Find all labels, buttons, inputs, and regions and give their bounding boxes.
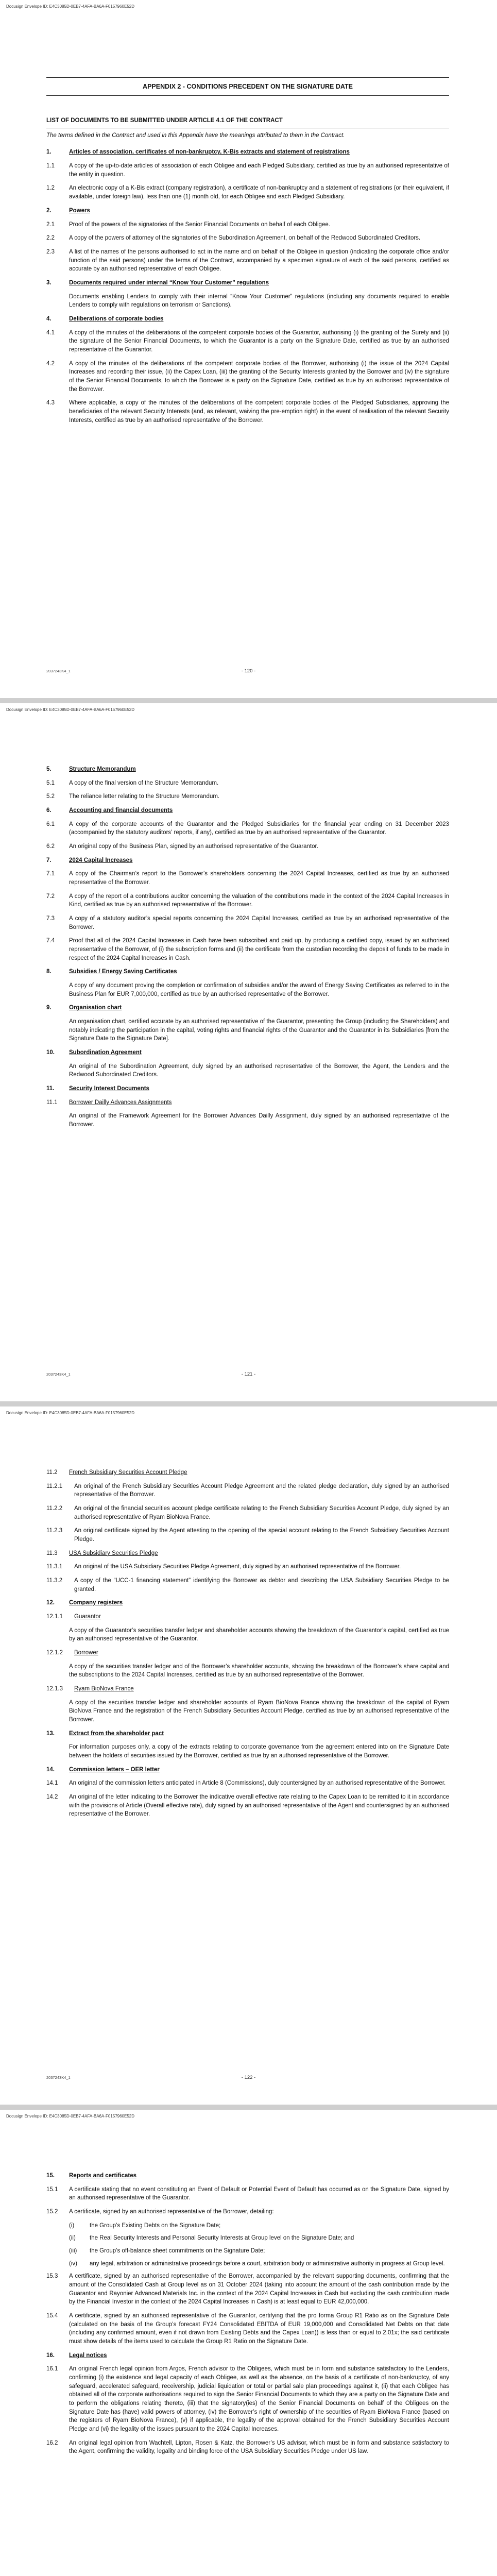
clause: A copy of the securities transfer ledger and of the Borrower’s shareholder accounts, showing the breakdown of the Borrower’s share capital and the subscriptions to the 2024 Capital Increases, certified as true by an authorised representative of the Borrower. bbox=[69, 1663, 449, 1679]
document-page-122 bbox=[0, 1406, 497, 2105]
clause: 11.3.1 An original of the USA Subsidiary Securities Pledge Agreement, duly signed by an authorised representative of the Borrower. bbox=[46, 1564, 401, 1570]
docusign-envelope-id: Docusign Envelope ID: E4C3085D-0EB7-4AFA-BA6A-F0157960E52D bbox=[6, 4, 135, 9]
section-heading: 13. Extract from the shareholder pact bbox=[46, 1730, 164, 1737]
roman-item: (ii) the Real Security Interests and Personal Security Interests at Group level on the Signature Date; and bbox=[69, 2235, 354, 2242]
section-heading: 16. Legal notices bbox=[46, 2352, 107, 2359]
clause: 11.2.3 An original certificate signed by the Agent attesting to the opening of the special account relating to the French Subsidiary Securities Account Pledge. bbox=[46, 1528, 449, 1543]
document-reference: 2037243K4_1 bbox=[46, 669, 71, 673]
clause: Documents enabling Lenders to comply with their internal “Know Your Customer” regulations (including any documents required to enable Lenders to comply with regulations on terrorism or Sanctions). bbox=[69, 293, 449, 309]
clause: 2.2 A copy of the powers of attorney of the signatories of the Subordination Agreement, on behalf of the Redwood Subordinated Creditors. bbox=[46, 235, 421, 242]
clause: 11.3.2 A copy of the “UCC-1 financing statement” identifying the Borrower as debtor and describing the USA Subsidiary Securities Pledge to be granted. bbox=[46, 1578, 449, 1592]
section-heading: 10. Subordination Agreement bbox=[46, 1049, 142, 1056]
page-content bbox=[46, 77, 449, 430]
document-page-120 bbox=[0, 0, 497, 698]
clause: 5.2 The reliance letter relating to the Structure Memorandum. bbox=[46, 793, 220, 800]
clause: 4.1 A copy of the minutes of the deliberations of the competent corporate bodies of the Guarantor, authorising (i) the granting of the Surety and (ii) the signature of the Senior Financial Documents, to which the Guarantor is a party on the Signature Date, certified as true by an authorised representative of the Guarantor. bbox=[46, 329, 449, 353]
page-content bbox=[46, 765, 449, 1134]
subsection-heading: 11.1 Borrower Dailly Advances Assignments bbox=[46, 1099, 172, 1106]
clause: 15.4 A certificate, signed by an authorised representative of the Guarantor, certifying that the pro forma Group R1 Ratio as on the Signature Date (calculated on the basis of the Group’s forecast FY24 Consolidated EBITDA of EUR 19,000,000 and Consolidated Net Debts on that date (including any confirmed amount, even if not drawn from Existing Debts and the Capex Loan)) is less than or equal to 2.01x; the said certificate must show details of the items used to calculate the Group R1 Ratio on the Signature Date. bbox=[46, 2313, 449, 2345]
appendix-title: APPENDIX 2 - CONDITIONS PRECEDENT ON THE SIGNATURE DATE bbox=[46, 77, 449, 96]
document-reference: 2037243K4_1 bbox=[46, 2075, 71, 2080]
docusign-envelope-id: Docusign Envelope ID: E4C3085D-0EB7-4AFA-BA6A-F0157960E52D bbox=[6, 1411, 135, 1415]
document-page-121 bbox=[0, 703, 497, 1401]
subsection-heading: 12.1.3 Ryam BioNova France bbox=[46, 1686, 134, 1692]
clause: 14.2 An original of the letter indicating to the Borrower the indicative overall effective rate relating to the Capex Loan to be remitted to it in accordance with the provisions of Article (Overall effective rate), duly signed by an authorised representative of the Agent and countersigned by an authorised representative of the Borrower. bbox=[46, 1794, 449, 1818]
subsection-heading: 12.1.1 Guarantor bbox=[46, 1614, 101, 1620]
intro-paragraph: The terms defined in the Contract and used in this Appendix have the meanings attributed to them in the Contract. bbox=[46, 132, 345, 139]
docusign-envelope-id: Docusign Envelope ID: E4C3085D-0EB7-4AFA-BA6A-F0157960E52D bbox=[6, 707, 135, 712]
section-heading: 4. Deliberations of corporate bodies bbox=[46, 315, 164, 322]
document-page-123 bbox=[0, 2110, 497, 2576]
section-heading: 5. Structure Memorandum bbox=[46, 766, 136, 772]
clause: 5.1 A copy of the final version of the Structure Memorandum. bbox=[46, 779, 219, 786]
docusign-envelope-id: Docusign Envelope ID: E4C3085D-0EB7-4AFA-BA6A-F0157960E52D bbox=[6, 2114, 135, 2119]
clause: 16.2 An original legal opinion from Wachtell, Lipton, Rosen & Katz, the Borrower’s US advisor, which must be in form and substance satisfactory to the Agent, confirming the validity, legality and binding force of the USA Subsidiary Securities Pledge under US law. bbox=[46, 2439, 449, 2455]
clause: 4.2 A copy of the minutes of the deliberations of the competent corporate bodies of the Borrower, authorising (i) the issue of the 2024 Capital Increases and recording their issue, (ii) the Capex Loan, (iii) the granting of the Security Interests granted by the Borrower and (iv) the signature of the Senior Financial Documents, to which the Borrower is a party on the Signature Date, certified as true by an authorised representative of the Borrower. bbox=[46, 360, 449, 393]
clause: For information purposes only, a copy of the extracts relating to corporate governance from the agreement entered into on the Signature Date between the holders of securities issued by the Borrower, certified as true by an authorised representative of the Borrower. bbox=[69, 1744, 449, 1759]
clause: 1.1 A copy of the up-to-date articles of association of each Obligee and each Pledged Subsidiary, certified as true by an authorised representative of the entity in question. bbox=[46, 163, 449, 178]
roman-item: (iii) the Group’s off-balance sheet commitments on the Signature Date; bbox=[69, 2248, 265, 2255]
clause: A copy of the Guarantor’s securities transfer ledger and shareholder accounts showing the breakdown of the Guarantor’s capital, certified as true by an authorised representative of the Guarantor. bbox=[69, 1627, 449, 1642]
clause: 7.4 Proof that all of the 2024 Capital Increases in Cash have been subscribed and paid up, by producing a certified copy, issued by an authorised representative of the Borrower, of (i) the subscription forms and (ii) the certificate from the custodian recording the deposit of funds to be made in respect of the 2024 Capital Increases in Cash. bbox=[46, 938, 449, 961]
section-heading: 1. Articles of association, certificates of non-bankruptcy, K-Bis extracts and statement of registrations bbox=[46, 149, 350, 156]
clause: 14.1 An original of the commission letters anticipated in Article 8 (Commissions), duly countersigned by an authorised representative of the Borrower. bbox=[46, 1780, 446, 1787]
section-heading: 6. Accounting and financial documents bbox=[46, 807, 173, 814]
subsection-heading: 11.2 French Subsidiary Securities Account Pledge bbox=[46, 1469, 187, 1476]
document-reference: 2037243K4_1 bbox=[46, 1372, 71, 1377]
clause: 7.2 A copy of the report of a contributions auditor concerning the valuation of the contributions made in the context of the 2024 Capital Increases in Kind, certified as true by an authorised representative of the Borrower. bbox=[46, 893, 449, 908]
clause: 11.2.2 An original of the financial securities account pledge certificate relating to the French Subsidiary Securities Account Pledge, duly signed by an authorised representative of Ryam BioNova France. bbox=[46, 1505, 449, 1520]
page-number: - 121 - bbox=[241, 1371, 256, 1377]
section-heading: 3. Documents required under internal “Know Your Customer” regulations bbox=[46, 279, 269, 286]
clause: 4.3 Where applicable, a copy of the minutes of the deliberations of the competent corporate bodies of the Pledged Subsidiaries, approving the beneficiaries of the relevant Security Interests (and, as relevant, waiving the pre-emption right) in the event of realisation of the relevant Security Interests, certified as true by an authorised representative of the Borrower. bbox=[46, 400, 449, 423]
roman-item: (iv) any legal, arbitration or administrative proceedings before a court, arbitration body or administrative authority in progress at Group level. bbox=[69, 2260, 445, 2267]
section-heading: 11. Security Interest Documents bbox=[46, 1086, 149, 1092]
clause: An original of the Framework Agreement for the Borrower Advances Dailly Assignment, duly signed by an authorised representative of the Borrower. bbox=[69, 1113, 449, 1128]
clause: A copy of any document proving the completion or confirmation of subsidies and/or the award of Energy Saving Certificates as referred to in the Business Plan for EUR 7,000,000, certified as true by an authorised representative of the Borrower. bbox=[69, 982, 449, 997]
clause: 11.2.1 An original of the French Subsidiary Securities Account Pledge Agreement and the related pledge declaration, duly signed by an authorised representative of the Borrower. bbox=[46, 1483, 449, 1498]
clause: 7.3 A copy of a statutory auditor’s special reports concerning the 2024 Capital Increases, certified as true by an authorised representative of the Borrower. bbox=[46, 916, 449, 930]
subsection-heading: 11.3 USA Subsidiary Securities Pledge bbox=[46, 1550, 158, 1556]
clause: 15.3 A certificate, signed by an authorised representative of the Borrower, accompanied by the relevant supporting documents, confirming that the amount of the Consolidated Cash at Group level as on 31 October 2024 (taking into account the amount of the cash contribution made by the Guarantor and Rayonier Advanced Materials Inc. in the context of the 2024 Capital Increases in Cash but excluding the cash contribution made by the Financial Investor in the context of the 2024 Capital Increases in Cash) is at least equal to EUR 42,000,000. bbox=[46, 2273, 449, 2306]
clause: 6.1 A copy of the corporate accounts of the Guarantor and the Pledged Subsidiaries for the financial year ending on 31 December 2023 (accompanied by the statutory auditors’ reports, if any), certified as true by an authorised representative of the Guarantor. bbox=[46, 821, 449, 836]
clause: 15.2 A certificate, signed by an authorised representative of the Borrower, detailing: bbox=[46, 2209, 274, 2215]
clause: An original of the Subordination Agreement, duly signed by an authorised representative of the Borrower, the Agent, the Lenders and the Redwood Subordinated Creditors. bbox=[69, 1063, 449, 1078]
clause: 16.1 An original French legal opinion from Argos, French advisor to the Obligees, which must be in form and substance satisfactory to the Lenders, confirming (i) the existence and legal capacity of each Obligee, as well as the absence, on the basis of a certificate of non-bankruptcy, of any safeguard, accelerated safeguard, receivership, judicial liquidation or total or partial sale plan proceedings against it, (ii) that each Obligee has obtained all of the corporate authorisations required to sign the Senior Financial Documents to which they are a party on the Signature Date and to perform the obligations relating thereto, (iii) that the signatory(ies) of the Senior Financial Documents on behalf of the Obligees on the Signature Date has (have) valid powers of attorney, (iv) the Borrower’s right of ownership of the securities of Ryam BioNova France (based on the registers of Ryam BioNova France), (v) if applicable, the legality of the approval obtained for the French Subsidiary Securities Account Pledge and (vi) the legality of the issues pursuant to the 2024 Capital Increases. bbox=[46, 2366, 449, 2433]
clause: 2.3 A list of the names of the persons authorised to act in the name and on behalf of the Obligee in question (indicating the corporate office and/or function of the said persons) under the terms of the Contract, accompanied by a specimen signature of each of the said persons, certified as accurate by an authorised representative of each Obligee. bbox=[46, 248, 449, 273]
clause: 7.1 A copy of the Chairman’s report to the Borrower’s shareholders concerning the 2024 Capital Increases, certified as true by an authorised representative of the Borrower. bbox=[46, 871, 449, 886]
page-content bbox=[46, 2172, 449, 2461]
section-heading: 7. 2024 Capital Increases bbox=[46, 857, 133, 863]
clause: 15.1 A certificate stating that no event constituting an Event of Default or Potential Event of Default has occurred as on the Signature Date, signed by an authorised representative of the Guarantor. bbox=[46, 2186, 449, 2201]
clause: 6.2 An original copy of the Business Plan, signed by an authorised representative of the Guarantor. bbox=[46, 843, 318, 850]
section-heading: 8. Subsidies / Energy Saving Certificates bbox=[46, 969, 177, 975]
section-heading: 14. Commission letters – OER letter bbox=[46, 1766, 160, 1773]
page-content bbox=[46, 1468, 449, 1824]
clause: A copy of the securities transfer ledger and shareholder accounts of Ryam BioNova France showing the breakdown of the capital of Ryam BioNova France and the registration of the French Subsidiary Securities Account Pledge, certified as true by an authorised representative of the Borrower. bbox=[69, 1699, 449, 1723]
section-heading: 15. Reports and certificates bbox=[46, 2173, 137, 2179]
clause: 2.1 Proof of the powers of the signatories of the Senior Financial Documents on behalf of each Obligee. bbox=[46, 221, 330, 228]
clause: An organisation chart, certified accurate by an authorised representative of the Guarantor, presenting the Group (including the Shareholders) and notably indicating the participation in the capital, voting rights and financial rights of the Guarantor and the Guarantor in its Subsidiaries [from the Signature Date to the Signature Date]. bbox=[69, 1019, 449, 1042]
subsection-heading: 12.1.2 Borrower bbox=[46, 1650, 98, 1656]
section-heading: 12. Company registers bbox=[46, 1600, 123, 1606]
section-heading: 9. Organisation chart bbox=[46, 1005, 122, 1011]
page-number: - 120 - bbox=[241, 668, 256, 674]
clause: 1.2 An electronic copy of a K-Bis extract (company registration), a certificate of non-bankruptcy and a statement of registrations (or their equivalent, if available, under foreign law), less than one (1) month old, for each Obligee and each Pledged Subsidiary. bbox=[46, 185, 449, 200]
page-number: - 122 - bbox=[241, 2075, 256, 2080]
roman-item: (i) the Group’s Existing Debts on the Signature Date; bbox=[69, 2222, 221, 2229]
section-heading: 2. Powers bbox=[46, 207, 90, 214]
list-title: LIST OF DOCUMENTS TO BE SUBMITTED UNDER ARTICLE 4.1 OF THE CONTRACT bbox=[46, 116, 449, 128]
